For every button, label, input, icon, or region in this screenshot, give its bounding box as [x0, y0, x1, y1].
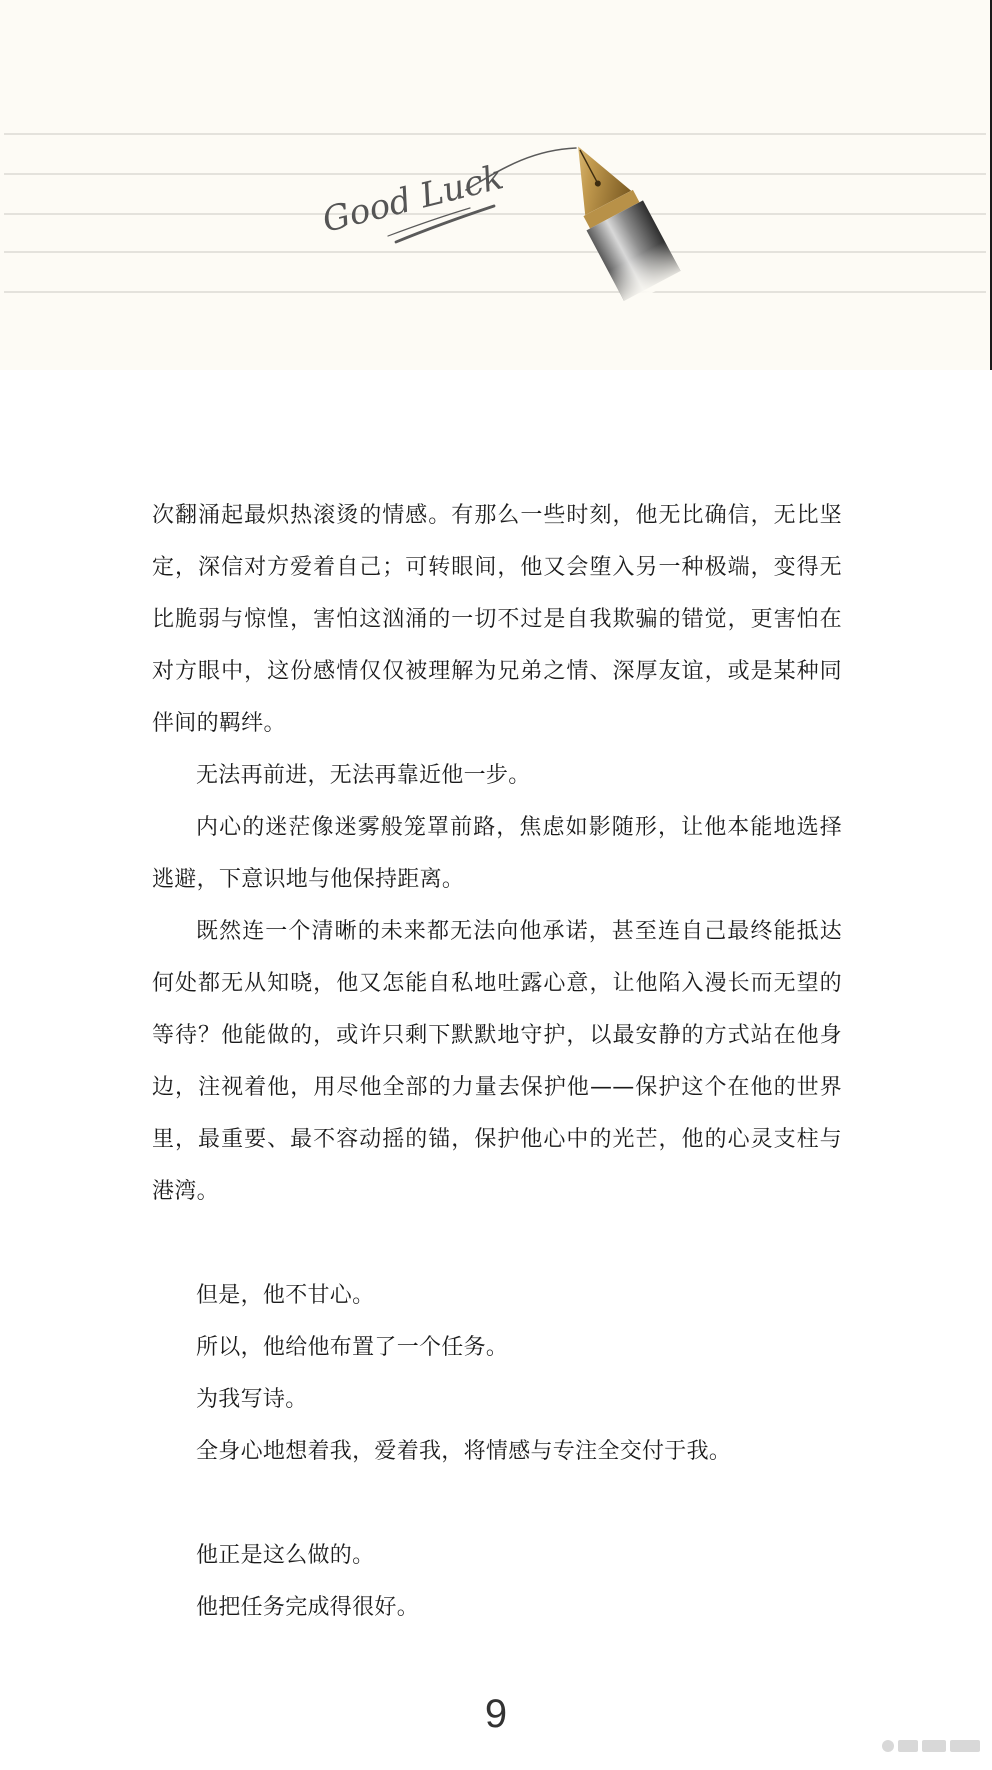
paragraph: 既然连一个清晰的未来都无法向他承诺，甚至连自己最终能抵达何处都无从知晓，他又怎能自私地吐露心意，让他陷入漫长而无望的等待？他能做的，或许只剩下默默地守护，以最安静的方式站在他身边，注视着他，用尽他全部的力量去保护他——保护这个在他的世界里，最重要、最不容动摇的锚，保护他心中的光芒，他的心灵支柱与港湾。: [152, 919, 842, 1204]
paragraph: 所以，他给他布置了一个任务。: [196, 1335, 509, 1360]
paragraph: 但是，他不甘心。: [196, 1283, 375, 1308]
paragraph: 他正是这么做的。: [196, 1543, 375, 1568]
paragraph: 全身心地想着我，爱着我，将情感与专注全交付于我。: [196, 1439, 732, 1464]
header-illustration: [0, 0, 992, 370]
paragraph: 他把任务完成得很好。: [196, 1595, 420, 1620]
watermark-logo: [880, 1732, 984, 1760]
fountain-pen-illustration: [0, 0, 992, 370]
paragraph: 内心的迷茫像迷雾般笼罩前路，焦虑如影随形，让他本能地选择逃避，下意识地与他保持距离。: [152, 815, 842, 892]
page-number: 9: [484, 1692, 508, 1736]
pen-icon: [550, 131, 684, 306]
paragraph-gap: [152, 1478, 842, 1530]
paragraph: 无法再前进，无法再靠近他一步。: [196, 763, 531, 788]
paragraph: 次翻涌起最炽热滚烫的情感。有那么一些时刻，他无比确信，无比坚定，深信对方爱着自己；可转眼间，他又会堕入另一种极端，变得无比脆弱与惊惶，害怕这汹涌的一切不过是自我欺骗的错觉，更害怕在对方眼中，这份感情仅仅被理解为兄弟之情、深厚友谊，或是某种同伴间的羁绊。: [152, 503, 842, 736]
paragraph: 为我写诗。: [196, 1387, 308, 1412]
page-body: [152, 490, 842, 1634]
good-luck-logo: Good Luck: [318, 157, 508, 241]
paragraph-gap: [152, 1218, 842, 1270]
